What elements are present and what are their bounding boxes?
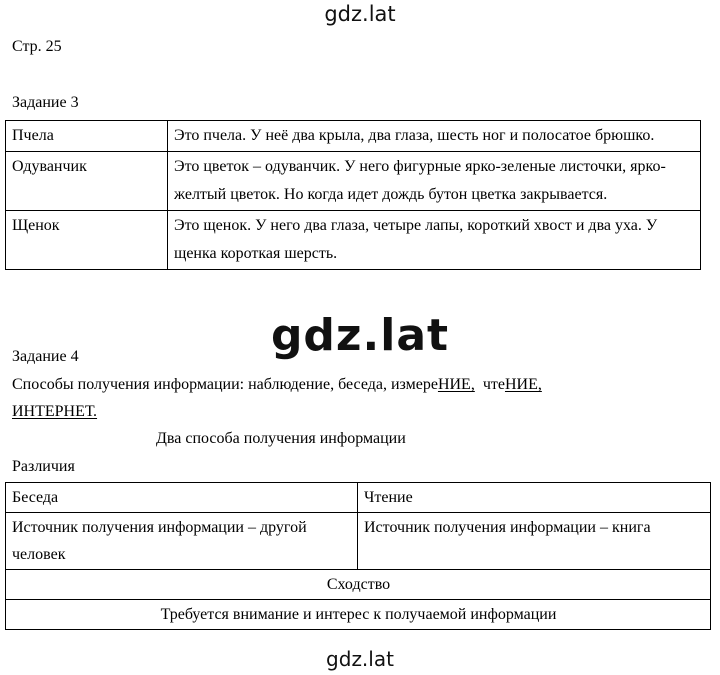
table-row [6, 121, 701, 152]
task4-intro [12, 376, 542, 394]
similarity-value: Требуется внимание и интерес к получаемой информации [6, 600, 711, 630]
table-row [6, 513, 711, 570]
row-name: Щенок [6, 211, 168, 270]
row-description: Это цветок – одуванчик. У него фигурные ярко-зеленые листочки, ярко-желтый цветок. Но когда идет дождь бутон цветка закрывается. [168, 152, 701, 211]
col1-value: Источник получения информации – другой человек [6, 513, 358, 570]
intro-underlined-1: НИЕ, [437, 376, 475, 393]
col1-header: Беседа [6, 483, 358, 513]
intro-text: Способы получения информации: наблюдение, беседа, измере [12, 376, 438, 393]
task3-title: Задание 3 [12, 94, 79, 111]
row-name: Одуванчик [6, 152, 168, 211]
intro-underlined-2: НИЕ, [504, 376, 542, 393]
table-row [6, 152, 701, 211]
table-row [6, 570, 711, 600]
similarity-header: Сходство [6, 570, 711, 600]
watermark-middle: gdz.lat [270, 310, 450, 361]
task4-title: Задание 4 [12, 348, 79, 365]
intro-underlined-3: ИНТЕРНЕТ. [12, 403, 98, 420]
table-row [6, 483, 711, 513]
task4-subtitle: Два способа получения информации [156, 430, 406, 447]
watermark-bottom: gdz.lat [326, 647, 394, 671]
intro-mid: чте [482, 376, 505, 393]
row-description: Это пчела. У неё два крыла, два глаза, шесть ног и полосатое брюшко. [168, 121, 701, 152]
row-description: Это щенок. У него два глаза, четыре лапы, короткий хвост и два уха. У щенка короткая шерсть. [168, 211, 701, 270]
page-label: Стр. 25 [12, 38, 62, 55]
task4-table [5, 482, 711, 630]
row-name: Пчела [6, 121, 168, 152]
watermark-top: gdz.lat [324, 2, 396, 26]
differences-label: Различия [12, 458, 75, 475]
table-row [6, 211, 701, 270]
task3-table [5, 120, 701, 270]
col2-header: Чтение [358, 483, 711, 513]
col2-value: Источник получения информации – книга [358, 513, 711, 570]
table-row [6, 600, 711, 630]
